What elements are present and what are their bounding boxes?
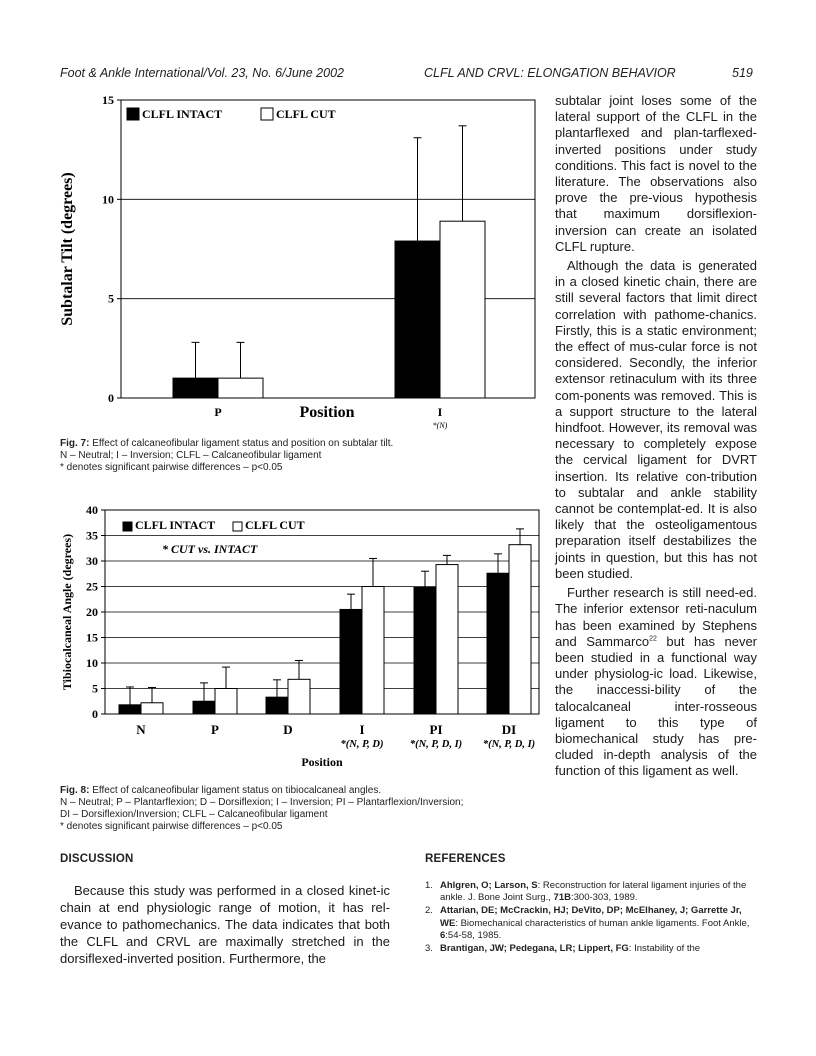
legend-swatch-cut xyxy=(233,522,242,531)
bar-cut xyxy=(440,221,485,398)
figure-8-caption-text: Effect of calcaneofibular ligament status on tibiocalcaneal angles. xyxy=(92,785,382,796)
bar-intact xyxy=(119,705,141,714)
bar-cut xyxy=(215,689,237,715)
reference-item xyxy=(425,943,757,955)
reference-pages: :54-58, 1985. xyxy=(445,929,502,941)
y-tick-label: 5 xyxy=(108,291,114,306)
figure-8-caption xyxy=(60,785,550,833)
reference-item xyxy=(425,880,757,904)
y-tick-label: 10 xyxy=(86,656,98,670)
y-tick-label: 10 xyxy=(102,192,114,207)
y-tick-label: 5 xyxy=(92,681,98,696)
x-category-label: I xyxy=(359,722,365,737)
legend-label-intact: CLFL INTACT xyxy=(135,518,216,532)
significance-note: *(N, P, D, I) xyxy=(482,739,536,750)
legend-swatch-intact xyxy=(127,108,139,120)
bar-cut xyxy=(288,679,310,714)
paragraph-2: Although the data is generated in a closed kinetic chain, there are still several factors that limit direct correlation with pathome-chanics. Firstly, this is a static environment; the effect of mus-cular force is not considered. Secondly, the inferior extensor retinaculum with its three com-ponents was removed. This is a support structure to the lateral hindfoot. However, its removal was necessary to completely expose the cervical ligament for DVRT insertion. Its relative con-tribution to subtalar and ankle stability cannot be contemplat-ed. It is also likely that the osteoligamentous preparation itself destabilizes the joints in question, but this has not been studied. xyxy=(555,258,757,581)
bar-cut xyxy=(362,587,384,715)
y-tick-label: 35 xyxy=(86,528,98,543)
x-category-label: PI xyxy=(429,722,443,737)
paragraph-3-part-2: but has never been studied in a functional way under physiolog-ic load. Likewise, the inaccessi-bility of the talocalcaneal inter-rosseous ligament to this type of biomechanical study has pre-cluded in-depth analysis of the function of this ligament as well. xyxy=(555,633,758,779)
bar-cut xyxy=(436,565,458,714)
discussion-body xyxy=(60,882,390,967)
figure-8-significance-note: * denotes significant pairwise differences – p<0.05 xyxy=(60,821,283,832)
y-tick-label: 20 xyxy=(86,605,98,619)
paragraph-1: subtalar joint loses some of the lateral support of the CLFL in the plantarflexed and plan-tarflexed-inverted positions under study conditions. This fact is novel to the literature. The observations also prove the pre-vious hypothesis that maximum dorsiflexion-inversion can create an isolated CLFL rupture. xyxy=(555,93,757,254)
reference-authors: Ahlgren, O; Larson, S xyxy=(440,880,538,891)
figure-7-caption-text: Effect of calcaneofibular ligament status and position on subtalar tilt. xyxy=(92,438,394,449)
bar-intact xyxy=(395,241,440,398)
reference-text: : Biomechanical characteristics of human ankle ligaments. Foot Ankle, xyxy=(455,917,750,929)
bar-intact xyxy=(340,609,362,714)
paragraph-3-part-1: Further research is still need-ed. The inferior extensor reti-naculum has been examined by Stephens and Sammarco xyxy=(555,585,757,649)
reference-number: 2. xyxy=(425,905,433,917)
reference-text: : Instability of the xyxy=(628,943,701,955)
references-heading: REFERENCES xyxy=(425,853,506,865)
paragraph-3 xyxy=(555,585,757,779)
figure-8-label: Fig. 8: xyxy=(60,785,90,796)
x-category-label: P xyxy=(211,722,219,737)
significance-note: *(N) xyxy=(432,421,448,430)
x-category-label: N xyxy=(136,722,146,737)
reference-authors: Attarian, DE; McCrackin, HJ; DeVito, DP; McElhaney, J; Garrette Jr, WE xyxy=(440,905,742,929)
running-title: CLFL AND CRVL: ELONGATION BEHAVIOR xyxy=(424,66,676,80)
y-tick-label: 0 xyxy=(92,707,98,721)
x-axis-title: Position xyxy=(299,404,355,421)
right-column-text xyxy=(555,93,757,780)
reference-number: 3. xyxy=(425,943,433,955)
x-category-label: D xyxy=(283,722,293,737)
reference-text: : Reconstruction for lateral ligament injuries of the ankle. J. Bone Joint Surg., xyxy=(440,880,747,904)
reference-authors: Brantigan, JW; Pedegana, LR; Lippert, FG xyxy=(440,943,629,955)
page-number: 519 xyxy=(732,66,753,80)
y-tick-label: 15 xyxy=(102,93,114,107)
reference-item xyxy=(425,905,757,942)
bar-intact xyxy=(193,701,215,714)
y-tick-label: 25 xyxy=(86,579,98,594)
bar-cut xyxy=(141,703,163,714)
figure-7-chart xyxy=(55,88,545,438)
significance-note: *(N, P, D) xyxy=(340,739,384,750)
figure-8-chart xyxy=(55,500,545,780)
legend-label-cut: CLFL CUT xyxy=(245,518,305,532)
reference-volume: 6 xyxy=(440,929,446,941)
figure-7-significance-note: * denotes significant pairwise differences – p<0.05 xyxy=(60,462,283,473)
significance-note: *(N, P, D, I) xyxy=(409,739,463,750)
chart-annotation: * CUT vs. INTACT xyxy=(162,542,258,556)
bar-intact xyxy=(173,378,218,398)
y-tick-label: 40 xyxy=(86,503,98,517)
bar-intact xyxy=(487,573,509,714)
reference-pages: :300-303, 1989. xyxy=(570,892,638,904)
figure-7-abbreviations: N – Neutral; I – Inversion; CLFL – Calcaneofibular ligament xyxy=(60,450,322,461)
x-category-label: P xyxy=(214,405,222,419)
y-axis-title: Tibiocalcaneal Angle (degrees) xyxy=(60,533,74,691)
x-category-label: DI xyxy=(501,722,517,737)
discussion-paragraph: Because this study was performed in a closed kinet-ic chain at end physiologic range of motion, it has rel-evance to pathomechanics. The data indicates that both the CLFL and CRVL are maximally stretched in the dorsiflexed-inverted position. Furthermore, the xyxy=(60,883,390,966)
bar-cut xyxy=(218,378,263,398)
legend-label-intact: CLFL INTACT xyxy=(142,107,223,121)
x-category-label: I xyxy=(437,405,443,419)
y-tick-label: 0 xyxy=(108,391,114,405)
legend-label-cut: CLFL CUT xyxy=(276,107,336,121)
legend-swatch-cut xyxy=(261,108,273,120)
figure-7-label: Fig. 7: xyxy=(60,438,90,449)
figure-8-abbreviations-1: N – Neutral; P – Plantarflexion; D – Dorsiflexion; I – Inversion; PI – Plantarflexion/Inversion; xyxy=(60,797,464,808)
y-tick-label: 30 xyxy=(86,554,98,568)
journal-citation: Foot & Ankle International/Vol. 23, No. 6/June 2002 xyxy=(60,66,344,80)
y-tick-label: 15 xyxy=(86,630,98,645)
citation-superscript: 22 xyxy=(649,635,657,643)
bar-cut xyxy=(509,545,531,714)
bar-intact xyxy=(266,697,288,714)
discussion-heading: DISCUSSION xyxy=(60,853,134,865)
figure-8-abbreviations-2: DI – Dorsiflexion/Inversion; CLFL – Calcaneofibular ligament xyxy=(60,809,328,820)
reference-number: 1. xyxy=(425,880,433,891)
legend-swatch-intact xyxy=(123,522,132,531)
y-axis-title: Subtalar Tilt (degrees) xyxy=(59,172,76,326)
figure-7-caption xyxy=(60,438,540,474)
reference-volume: 71B xyxy=(553,892,571,904)
references-list xyxy=(425,880,757,956)
bar-intact xyxy=(414,588,436,714)
x-axis-title: Position xyxy=(301,755,343,769)
